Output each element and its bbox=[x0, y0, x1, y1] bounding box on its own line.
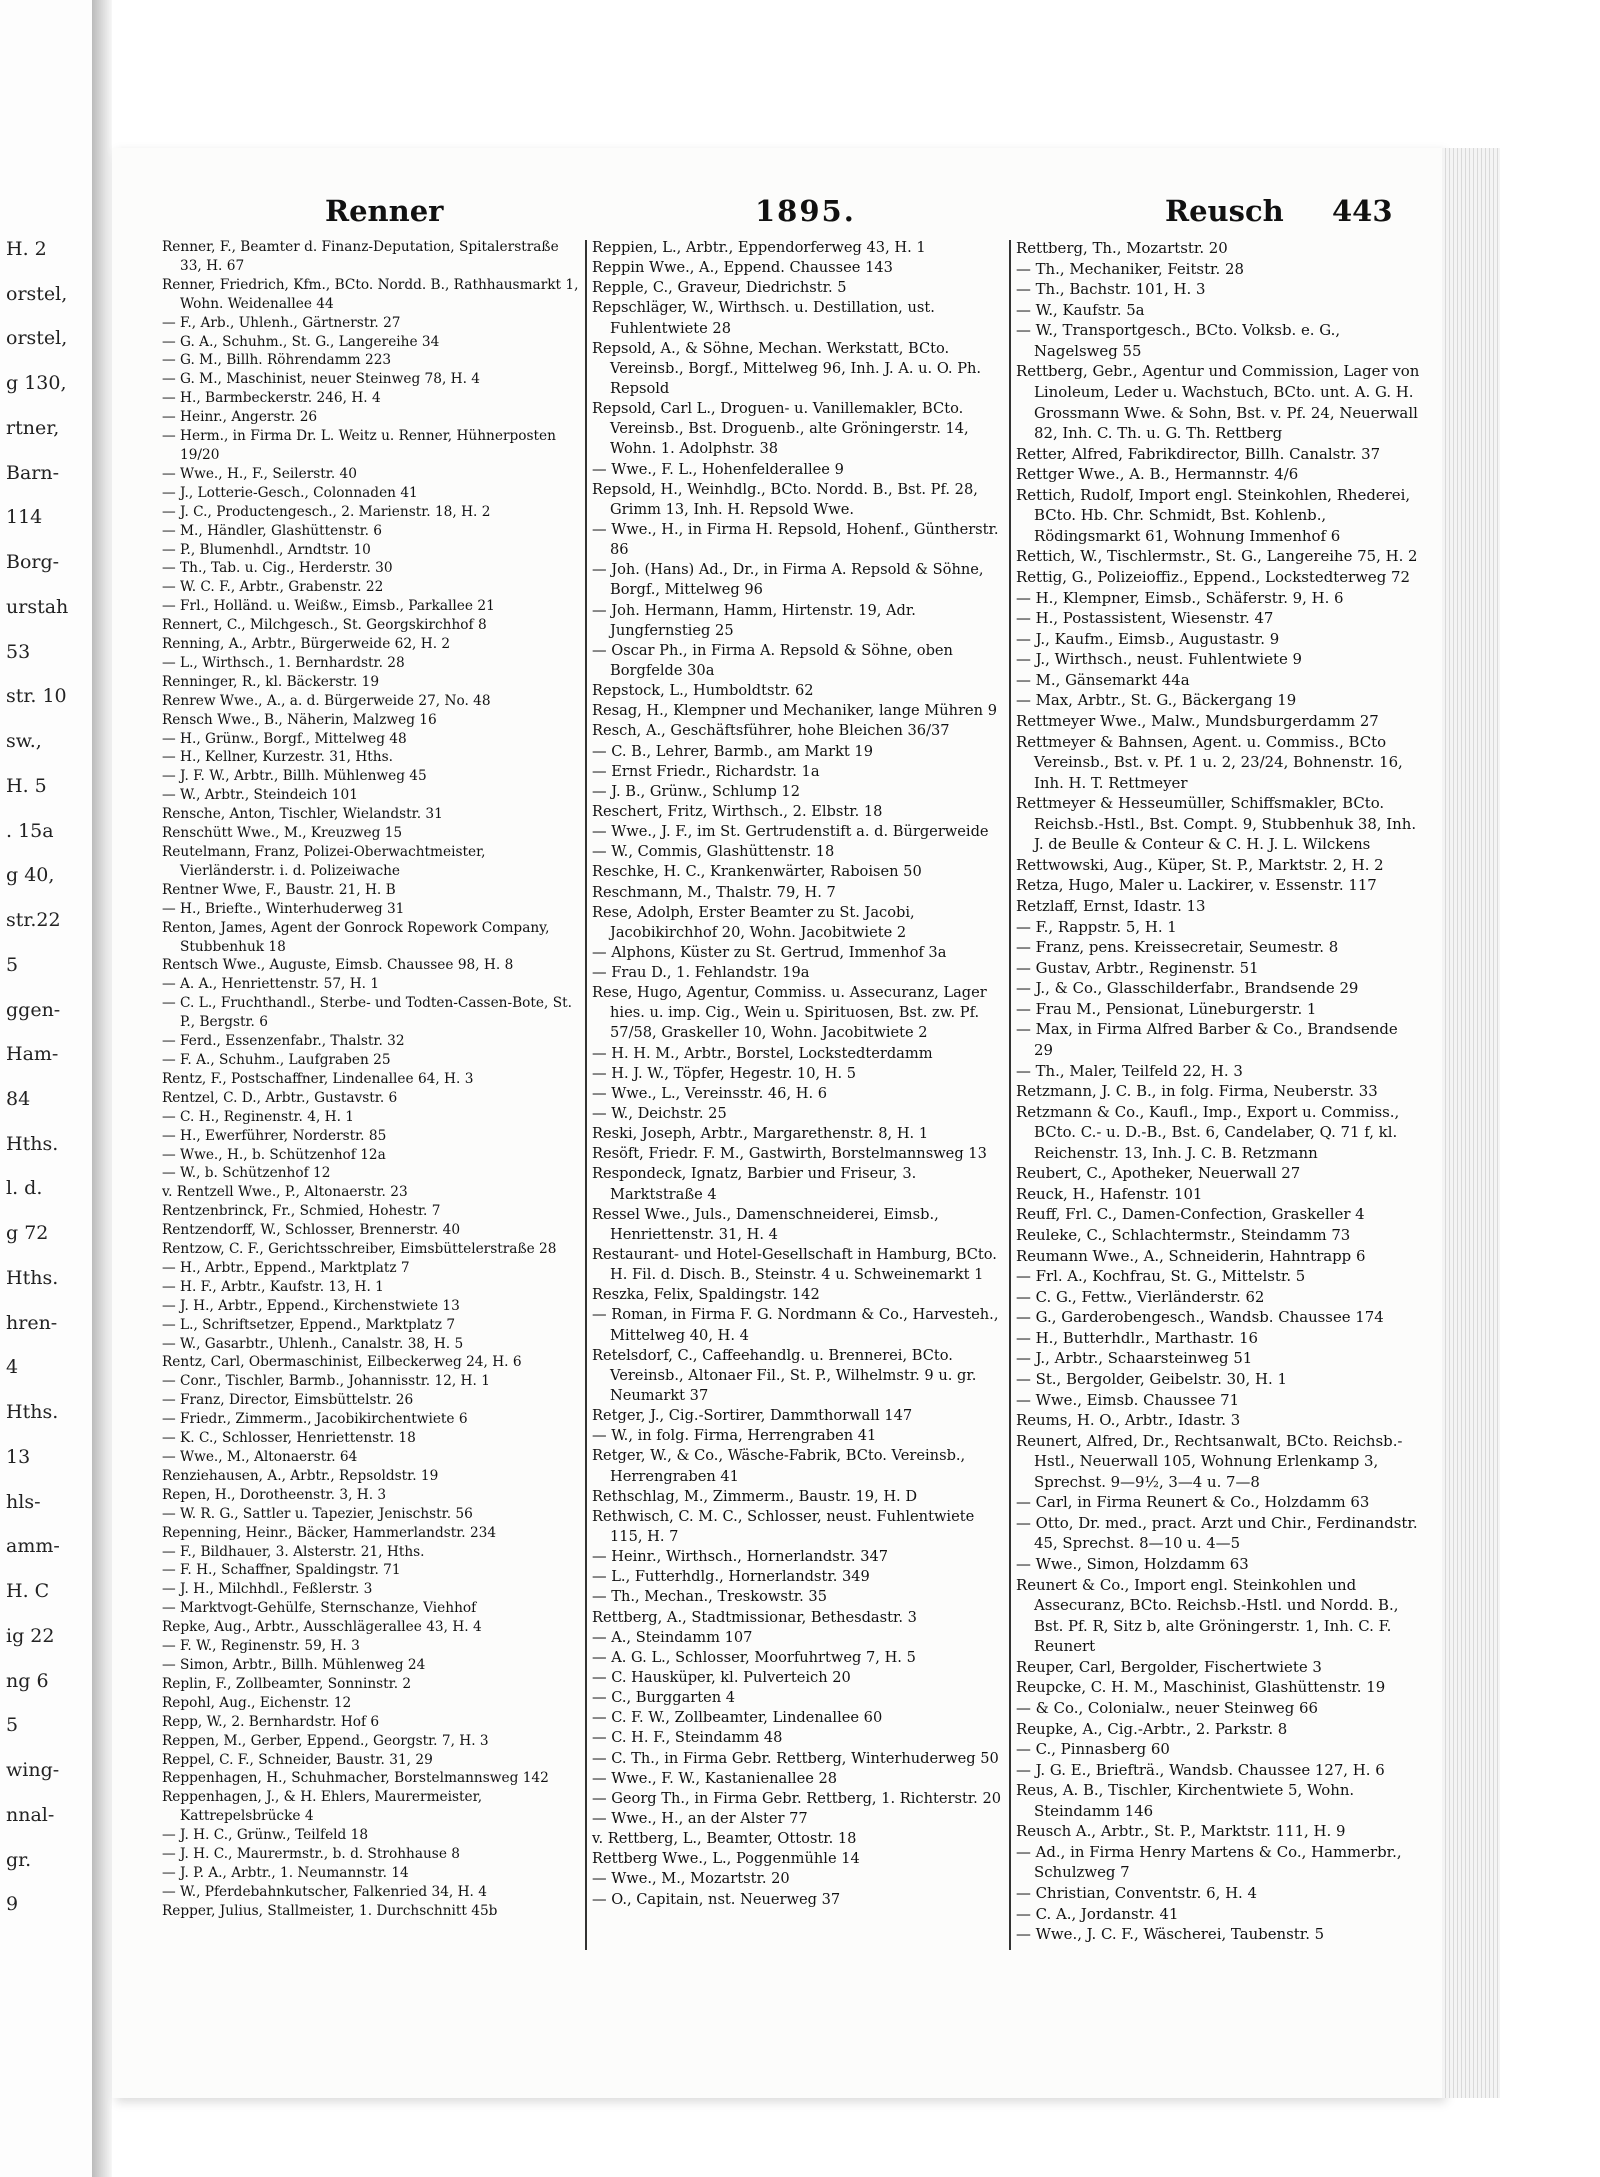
directory-entry: — Roman, in Firma F. G. Nordmann & Co., Harvesteh., Mittelweg 40, H. 4 bbox=[592, 1306, 999, 1344]
prev-page-fragment: g 72 bbox=[6, 1222, 49, 1245]
directory-entry: — W., b. Schützenhof 12 bbox=[162, 1165, 331, 1182]
directory-entry: — Wwe., H., F., Seilerstr. 40 bbox=[162, 465, 357, 482]
directory-entry: — Frl. A., Kochfrau, St. G., Mittelstr. 5 bbox=[1016, 1267, 1306, 1286]
directory-entry: Reschke, H. C., Krankenwärter, Raboisen 50 bbox=[592, 863, 922, 881]
column-rule-2 bbox=[1009, 240, 1011, 1950]
directory-entry: — G., Garderobengesch., Wandsb. Chaussee 174 bbox=[1016, 1308, 1384, 1327]
directory-entry: Rentz, Carl, Obermaschinist, Eilbeckerweg 24, H. 6 bbox=[162, 1354, 522, 1371]
directory-entry: — J. F. W., Arbtr., Billh. Mühlenweg 45 bbox=[162, 768, 427, 785]
directory-entry: Rensche, Anton, Tischler, Wielandstr. 31 bbox=[162, 806, 443, 823]
directory-entry: — Wwe., H., b. Schützenhof 12a bbox=[162, 1146, 386, 1163]
header-right-keyword: Reusch bbox=[1165, 194, 1284, 228]
directory-entry: — Wwe., H., an der Alster 77 bbox=[592, 1809, 808, 1827]
directory-entry: Rese, Hugo, Agentur, Commiss. u. Assecuranz, Lager hies. u. imp. Cig., Wein u. Spirituosen, Bst. zw. Pf. 57/58, Graskeller 10, Wohn. Jacobitwiete 2 bbox=[592, 984, 987, 1042]
directory-entry: — A. G. L., Schlosser, Moorfuhrtweg 7, H. 5 bbox=[592, 1648, 916, 1666]
directory-entry: — J. B., Grünw., Schlump 12 bbox=[592, 782, 801, 800]
directory-entry: — Otto, Dr. med., pract. Arzt und Chir., Ferdinandstr. 45, Sprechst. 8—10 u. 4—5 bbox=[1016, 1513, 1418, 1553]
directory-entry: — C. B., Lehrer, Barmb., am Markt 19 bbox=[592, 742, 874, 760]
directory-entry: Resag, H., Klempner und Mechaniker, lange Mühren 9 bbox=[592, 702, 998, 720]
prev-page-fragment: sw., bbox=[6, 730, 42, 753]
directory-entry: Reuleke, C., Schlachtermstr., Steindamm 73 bbox=[1016, 1226, 1351, 1244]
directory-entry: — & Co., Colonialw., neuer Steinweg 66 bbox=[1016, 1698, 1318, 1717]
directory-entry: Reusch A., Arbtr., St. P., Marktstr. 111, H. 9 bbox=[1016, 1822, 1346, 1841]
directory-entry: Retger, W., & Co., Wäsche-Fabrik, BCto. Vereinsb., Herrengraben 41 bbox=[592, 1447, 966, 1485]
directory-entry: — H., Barmbeckerstr. 246, H. 4 bbox=[162, 390, 381, 407]
directory-entry: — Christian, Conventstr. 6, H. 4 bbox=[1016, 1884, 1257, 1902]
directory-entry: — J., Wirthsch., neust. Fuhlentwiete 9 bbox=[1016, 650, 1302, 669]
prev-page-fragment: 13 bbox=[6, 1445, 31, 1468]
directory-entry: Reuff, Frl. C., Damen-Confection, Graskeller 4 bbox=[1016, 1205, 1365, 1224]
prev-page-fragment: ggen- bbox=[6, 998, 61, 1021]
directory-entry: Rennert, C., Milchgesch., St. Georgskirchhof 8 bbox=[162, 617, 487, 634]
directory-entry: Rentner Wwe, F., Baustr. 21, H. B bbox=[162, 881, 396, 898]
directory-entry: Rensch Wwe., B., Näherin, Malzweg 16 bbox=[162, 711, 437, 728]
prev-page-fragment: orstel, bbox=[6, 282, 68, 305]
directory-entry: — Simon, Arbtr., Billh. Mühlenweg 24 bbox=[162, 1656, 426, 1673]
directory-entry: — Th., Mechan., Treskowstr. 35 bbox=[592, 1588, 827, 1606]
directory-entry: — Th., Bachstr. 101, H. 3 bbox=[1016, 280, 1206, 299]
directory-entry: — W. R. G., Sattler u. Tapezier, Jenischstr. 56 bbox=[162, 1505, 473, 1522]
directory-entry: — Georg Th., in Firma Gebr. Rettberg, 1. Richterstr. 20 bbox=[592, 1789, 1002, 1807]
directory-entry: Renninger, R., kl. Bäckerstr. 19 bbox=[162, 673, 380, 690]
prev-page-fragment: 114 bbox=[6, 506, 43, 529]
directory-entry: — Frl., Holländ. u. Weißw., Eimsb., Parkallee 21 bbox=[162, 598, 495, 615]
directory-entry: Repke, Aug., Arbtr., Ausschlägerallee 43, H. 4 bbox=[162, 1619, 482, 1636]
directory-entry: Reunert & Co., Import engl. Steinkohlen und Assecuranz, BCto. Reichsb.-Hstl. und Nordd. B., Bst. Pf. R, Sitz b, alte Gröningerstr. 1, Inh. C. F. Reunert bbox=[1016, 1575, 1399, 1656]
directory-entry: Rettmeyer Wwe., Malw., Mundsburgerdamm 27 bbox=[1016, 711, 1379, 730]
directory-entry: Reums, H. O., Arbtr., Idastr. 3 bbox=[1016, 1411, 1241, 1430]
column-rule-1 bbox=[585, 240, 587, 1950]
directory-entry: Rettberg, A., Stadtmissionar, Bethesdastr. 3 bbox=[592, 1608, 917, 1626]
directory-entry: — C. F. W., Zollbeamter, Lindenallee 60 bbox=[592, 1709, 883, 1727]
directory-entry: — K. C., Schlosser, Henriettenstr. 18 bbox=[162, 1430, 416, 1447]
directory-entry: — Max, in Firma Alfred Barber & Co., Brandsende 29 bbox=[1016, 1020, 1398, 1059]
directory-entry: — W., Transportgesch., BCto. Volksb. e. G., Nagelsweg 55 bbox=[1016, 321, 1341, 360]
directory-entry: — J. G. E., Briefträ., Wandsb. Chaussee 127, H. 6 bbox=[1016, 1760, 1385, 1779]
directory-entry: Reuper, Carl, Bergolder, Fischertwiete 3 bbox=[1016, 1657, 1322, 1676]
directory-entry: Repple, C., Graveur, Diedrichstr. 5 bbox=[592, 279, 847, 297]
directory-entry: — Frau M., Pensionat, Lüneburgerstr. 1 bbox=[1016, 999, 1317, 1018]
directory-entry: — Wwe., F. W., Kastanienallee 28 bbox=[592, 1769, 838, 1787]
directory-entry: Repsold, H., Weinhdlg., BCto. Nordd. B., Bst. Pf. 28, Grimm 13, Inh. H. Repsold Wwe. bbox=[592, 480, 978, 518]
directory-entry: Reppenhagen, H., Schuhmacher, Borstelmannsweg 142 bbox=[162, 1770, 549, 1787]
prev-page-fragment: str. 10 bbox=[6, 685, 67, 708]
directory-entry: — O., Capitain, nst. Neuerweg 37 bbox=[592, 1890, 841, 1908]
prev-page-fragment: g 40, bbox=[6, 864, 55, 887]
directory-entry: — Conr., Tischler, Barmb., Johannisstr. 12, H. 1 bbox=[162, 1373, 490, 1390]
directory-entry: — W., Kaufstr. 5a bbox=[1016, 300, 1145, 319]
directory-entry: Rettberg, Th., Mozartstr. 20 bbox=[1016, 239, 1228, 257]
directory-entry: — J. H. C., Maurermstr., b. d. Strohhause 8 bbox=[162, 1846, 460, 1863]
directory-entry: — M., Gänsemarkt 44a bbox=[1016, 670, 1190, 689]
directory-entry: — Wwe., Simon, Holzdamm 63 bbox=[1016, 1555, 1249, 1573]
directory-entry: Restaurant- und Hotel-Gesellschaft in Hamburg, BCto. H. Fil. d. Disch. B., Steinstr. 4 u. Schweinemarkt 1 bbox=[592, 1246, 997, 1284]
directory-entry: — W., Deichstr. 25 bbox=[592, 1105, 727, 1123]
directory-entry: — Oscar Ph., in Firma A. Repsold & Söhne, oben Borgfelde 30a bbox=[592, 641, 953, 679]
directory-entry: — Friedr., Zimmerm., Jacobikirchentwiete 6 bbox=[162, 1411, 468, 1428]
directory-entry: Rettig, G., Polizeioffiz., Eppend., Lockstedterweg 72 bbox=[1016, 568, 1410, 586]
prev-page-fragment: hren- bbox=[6, 1311, 58, 1334]
previous-page-strip bbox=[0, 0, 93, 2177]
directory-entry: — Wwe., J. F., im St. Gertrudenstift a. d. Bürgerweide bbox=[592, 823, 989, 841]
directory-entry: — C. H. F., Steindamm 48 bbox=[592, 1729, 783, 1747]
directory-entry: Rethschlag, M., Zimmerm., Baustr. 19, H. D bbox=[592, 1487, 918, 1505]
page-number: 443 bbox=[1332, 194, 1393, 228]
prev-page-fragment: ng 6 bbox=[6, 1669, 49, 1692]
directory-entry: Rentz, F., Postschaffner, Lindenallee 64, H. 3 bbox=[162, 1070, 474, 1087]
prev-page-fragment: H. C bbox=[6, 1580, 50, 1603]
directory-entry: — Franz, pens. Kreissecretair, Seumestr. 8 bbox=[1016, 938, 1339, 957]
prev-page-fragment: H. 2 bbox=[6, 238, 47, 260]
directory-entry: Repstock, L., Humboldtstr. 62 bbox=[592, 682, 814, 700]
directory-entry: — F., Arb., Uhlenh., Gärtnerstr. 27 bbox=[162, 314, 401, 331]
prev-page-fragment: 5 bbox=[6, 953, 19, 976]
directory-entry: Repschläger, W., Wirthsch. u. Destillation, ust. Fuhlentwiete 28 bbox=[592, 299, 935, 337]
directory-entry: Resöft, Friedr. F. M., Gastwirth, Borstelmannsweg 13 bbox=[592, 1145, 987, 1163]
directory-entry: Ressel Wwe., Juls., Damenschneiderei, Eimsb., Henriettenstr. 31, H. 4 bbox=[592, 1205, 939, 1243]
directory-entry: Reubert, C., Apotheker, Neuerwall 27 bbox=[1016, 1164, 1301, 1183]
directory-entry: Renner, F., Beamter d. Finanz-Deputation, Spitalerstraße 33, H. 67 bbox=[162, 239, 559, 274]
prev-page-fragment: hls- bbox=[6, 1490, 41, 1513]
directory-entry: Rettwowski, Aug., Küper, St. P., Marktstr. 2, H. 2 bbox=[1016, 855, 1384, 874]
directory-entry: Rettmeyer & Bahnsen, Agent. u. Commiss., BCto Vereinsb., Bst. v. Pf. 1 u. 2, 23/24, Bohnenstr. 16, Inh. H. T. Rettmeyer bbox=[1016, 732, 1403, 792]
directory-entry: — Th., Maler, Teilfeld 22, H. 3 bbox=[1016, 1061, 1243, 1080]
directory-entry: Reppen, M., Gerber, Eppend., Georgstr. 7, H. 3 bbox=[162, 1732, 489, 1749]
prev-page-fragment: orstel, bbox=[6, 327, 68, 350]
directory-entry: — H., Grünw., Borgf., Mittelweg 48 bbox=[162, 730, 407, 747]
directory-entry: — H., Postassistent, Wiesenstr. 47 bbox=[1016, 609, 1274, 628]
directory-entry: — C. H., Reginenstr. 4, H. 1 bbox=[162, 1108, 355, 1125]
directory-entry: Reuck, H., Hafenstr. 101 bbox=[1016, 1184, 1203, 1203]
directory-entry: — Wwe., F. L., Hohenfelderallee 9 bbox=[592, 460, 844, 478]
directory-entry: Repohl, Aug., Eichenstr. 12 bbox=[162, 1694, 352, 1711]
prev-page-fragment: ig 22 bbox=[6, 1624, 55, 1647]
directory-entry: — W., Commis, Glashüttenstr. 18 bbox=[592, 843, 835, 861]
directory-entry: Rettberg, Gebr., Agentur und Commission, Lager von Linoleum, Leder u. Wachstuch, BCto. unt. A. G. H. Grossmann Wwe. & Sohn, Bst. v. Pf. 24, Neuerwall 82, Inh. C. Th. u. G. Th. Rettberg bbox=[1016, 362, 1420, 443]
directory-entry: — G. A., Schuhm., St. G., Langereihe 34 bbox=[162, 333, 440, 350]
prev-page-fragment: urstah bbox=[6, 595, 69, 618]
directory-entry: — Ad., in Firma Henry Martens & Co., Hammerbr., Schulzweg 7 bbox=[1016, 1842, 1402, 1882]
directory-entry: Resch, A., Geschäftsführer, hohe Bleichen 36/37 bbox=[592, 722, 950, 740]
directory-entry: Rentzow, C. F., Gerichtsschreiber, Eimsbüttelerstraße 28 bbox=[162, 1241, 557, 1258]
directory-entry: Retzlaff, Ernst, Idastr. 13 bbox=[1016, 897, 1206, 915]
directory-entry: — J., & Co., Glasschilderfabr., Brandsende 29 bbox=[1016, 979, 1359, 998]
directory-entry: Retzmann, J. C. B., in folg. Firma, Neuberstr. 33 bbox=[1016, 1082, 1378, 1101]
directory-entry: — C., Pinnasberg 60 bbox=[1016, 1740, 1170, 1759]
prev-page-fragment: Borg- bbox=[6, 551, 60, 574]
column-2 bbox=[592, 238, 1004, 1910]
directory-entry: — Frau D., 1. Fehlandstr. 19a bbox=[592, 964, 810, 982]
directory-entry: Repsold, A., & Söhne, Mechan. Werkstatt, BCto. Vereinsb., Borgf., Mittelweg 96, Inh. J. A. u. O. Ph. Repsold bbox=[592, 339, 982, 397]
directory-entry: — Wwe., M., Mozartstr. 20 bbox=[592, 1870, 790, 1888]
prev-page-fragment: amm- bbox=[6, 1535, 60, 1558]
binding-gutter bbox=[92, 0, 112, 2177]
directory-entry: Rese, Adolph, Erster Beamter zu St. Jacobi, Jacobikirchhof 20, Wohn. Jacobitwiete 2 bbox=[592, 903, 915, 941]
prev-page-fragment: str.22 bbox=[6, 909, 61, 932]
directory-entry: Reus, A. B., Tischler, Kirchentwiete 5, Wohn. Steindamm 146 bbox=[1016, 1781, 1355, 1820]
directory-entry: Rettich, Rudolf, Import engl. Steinkohlen, Rhederei, BCto. Hb. Chr. Schmidt, Bst. Kohlenb., Rödingsmarkt 61, Wohnung Immenhof 6 bbox=[1016, 485, 1411, 545]
directory-entry: — C. A., Jordanstr. 41 bbox=[1016, 1904, 1179, 1923]
directory-entry: — F. W., Reginenstr. 59, H. 3 bbox=[162, 1638, 360, 1655]
directory-entry: — Heinr., Angerstr. 26 bbox=[162, 409, 318, 426]
directory-entry: — Heinr., Wirthsch., Hornerlandstr. 347 bbox=[592, 1548, 889, 1566]
directory-entry: — L., Schriftsetzer, Eppend., Marktplatz 7 bbox=[162, 1316, 456, 1333]
header-left-keyword: Renner bbox=[325, 194, 444, 228]
directory-entry: Reunert, Alfred, Dr., Rechtsanwalt, BCto. Reichsb.-Hstl., Neuerwall 105, Wohnung Erlenkamp 3, Sprechst. 9—9½, 3—4 u. 7—8 bbox=[1016, 1431, 1403, 1491]
prev-page-fragment: 5 bbox=[6, 1714, 19, 1737]
prev-page-fragment: 53 bbox=[6, 640, 31, 663]
prev-page-fragment: 9 bbox=[6, 1893, 19, 1916]
prev-page-fragment: l. d. bbox=[6, 1177, 43, 1200]
directory-entry: — Joh. Hermann, Hamm, Hirtenstr. 19, Adr. Jungfernstieg 25 bbox=[592, 601, 916, 639]
directory-entry: Repsold, Carl L., Droguen- u. Vanillemakler, BCto. Vereinsb., Bst. Droguenb., alte Gröningerstr. 14, Wohn. 1. Adolphstr. 38 bbox=[592, 400, 969, 458]
directory-entry: — G. M., Billh. Röhrendamm 223 bbox=[162, 352, 392, 369]
directory-entry: — C. L., Fruchthandl., Sterbe- und Todten-Cassen-Bote, St. P., Bergstr. 6 bbox=[162, 995, 572, 1031]
directory-entry: — St., Bergolder, Geibelstr. 30, H. 1 bbox=[1016, 1369, 1287, 1388]
directory-entry: Renziehausen, A., Arbtr., Repsoldstr. 19 bbox=[162, 1467, 439, 1484]
directory-entry: Reupke, A., Cig.-Arbtr., 2. Parkstr. 8 bbox=[1016, 1719, 1288, 1738]
directory-entry: Reschert, Fritz, Wirthsch., 2. Elbstr. 18 bbox=[592, 802, 883, 820]
directory-entry: — G. M., Maschinist, neuer Steinweg 78, H. 4 bbox=[162, 371, 481, 388]
directory-entry: — Gustav, Arbtr., Reginenstr. 51 bbox=[1016, 958, 1259, 977]
directory-entry: Respondeck, Ignatz, Barbier und Friseur, 3. Marktstraße 4 bbox=[592, 1165, 917, 1203]
directory-entry: — H., Kellner, Kurzestr. 31, Hths. bbox=[162, 749, 393, 766]
directory-entry: — Th., Tab. u. Cig., Herderstr. 30 bbox=[162, 560, 393, 577]
directory-entry: Reppel, C. F., Schneider, Baustr. 31, 29 bbox=[162, 1751, 433, 1768]
directory-entry: Rettmeyer & Hesseumüller, Schiffsmakler, BCto. Reichsb.-Hstl., Bst. Compt. 9, Stubbenhuk 38, Inh. J. de Beulle & Conteur & C. H. J. L. Wilckens bbox=[1016, 794, 1417, 854]
prev-page-fragment: Ham- bbox=[6, 1043, 59, 1066]
directory-entry: — H. F., Arbtr., Kaufstr. 13, H. 1 bbox=[162, 1278, 384, 1295]
directory-entry: Retger, J., Cig.-Sortirer, Dammthorwall 147 bbox=[592, 1407, 913, 1425]
directory-entry: — C. Hausküper, kl. Pulverteich 20 bbox=[592, 1668, 851, 1686]
directory-entry: Reski, Joseph, Arbtr., Margarethenstr. 8, H. 1 bbox=[592, 1125, 929, 1143]
prev-page-fragment: g 130, bbox=[6, 372, 67, 395]
directory-entry: — Marktvogt-Gehülfe, Sternschanze, Viehhof bbox=[162, 1600, 477, 1617]
column-1 bbox=[162, 238, 580, 1921]
header-year: 1895. bbox=[755, 194, 856, 228]
directory-entry: — J., Lotterie-Gesch., Colonnaden 41 bbox=[162, 484, 418, 501]
directory-entry: — H. J. W., Töpfer, Hegestr. 10, H. 5 bbox=[592, 1064, 857, 1082]
prev-page-fragment: 4 bbox=[6, 1356, 19, 1379]
directory-entry: — J. H., Arbtr., Eppend., Kirchenstwiete 13 bbox=[162, 1297, 460, 1314]
directory-entry: — L., Futterhdlg., Hornerlandstr. 349 bbox=[592, 1568, 870, 1586]
directory-entry: — J., Arbtr., Schaarsteinweg 51 bbox=[1016, 1349, 1253, 1368]
directory-entry: — J. H. C., Grünw., Teilfeld 18 bbox=[162, 1827, 369, 1844]
directory-entry: v. Rettberg, L., Beamter, Ottostr. 18 bbox=[592, 1830, 857, 1848]
directory-entry: — Wwe., M., Altonaerstr. 64 bbox=[162, 1449, 358, 1465]
directory-entry: — H., Klempner, Eimsb., Schäferstr. 9, H. 6 bbox=[1016, 588, 1344, 607]
directory-entry: Rentzel, C. D., Arbtr., Gustavstr. 6 bbox=[162, 1089, 398, 1106]
directory-entry: Rettger Wwe., A. B., Hermannstr. 4/6 bbox=[1016, 465, 1299, 484]
prev-page-fragment: H. 5 bbox=[6, 774, 47, 797]
directory-entry: — Wwe., J. C. F., Wäscherei, Taubenstr. 5 bbox=[1016, 1925, 1325, 1944]
directory-entry: — Carl, in Firma Reunert & Co., Holzdamm 63 bbox=[1016, 1493, 1370, 1512]
page-edge bbox=[1442, 148, 1500, 2098]
directory-entry: — Franz, Director, Eimsbüttelstr. 26 bbox=[162, 1392, 414, 1409]
running-header bbox=[150, 194, 1393, 238]
directory-entry: Rethwisch, C. M. C., Schlosser, neust. Fuhlentwiete 115, H. 7 bbox=[592, 1507, 975, 1545]
directory-entry: Reupcke, C. H. M., Maschinist, Glashüttenstr. 19 bbox=[1016, 1678, 1386, 1697]
directory-entry: — Max, Arbtr., St. G., Bäckergang 19 bbox=[1016, 691, 1297, 710]
directory-entry: Repenning, Heinr., Bäcker, Hammerlandstr. 234 bbox=[162, 1524, 497, 1541]
directory-entry: — Wwe., Eimsb. Chaussee 71 bbox=[1016, 1390, 1240, 1409]
directory-entry: — A., Steindamm 107 bbox=[592, 1628, 753, 1646]
directory-entry: — W., Gasarbtr., Uhlenh., Canalstr. 38, H. 5 bbox=[162, 1335, 464, 1352]
directory-entry: Repper, Julius, Stallmeister, 1. Durchschnitt 45b bbox=[162, 1902, 498, 1919]
prev-page-fragment: wing- bbox=[6, 1759, 60, 1782]
directory-entry: — J. H., Milchhdl., Feßlerstr. 3 bbox=[162, 1581, 373, 1598]
prev-page-fragment: gr. bbox=[6, 1848, 32, 1871]
column-3 bbox=[1016, 238, 1420, 1945]
directory-entry: v. Rentzell Wwe., P., Altonaerstr. 23 bbox=[162, 1184, 408, 1201]
directory-entry: Renrew Wwe., A., a. d. Bürgerweide 27, No. 48 bbox=[162, 692, 491, 709]
directory-entry: — M., Händler, Glashüttenstr. 6 bbox=[162, 522, 383, 539]
directory-entry: Reutelmann, Franz, Polizei-Oberwachtmeister, Vierländerstr. i. d. Polizeiwache bbox=[162, 844, 486, 879]
directory-entry: Renner, Friedrich, Kfm., BCto. Nordd. B., Rathhausmarkt 1, Wohn. Weidenallee 44 bbox=[162, 276, 579, 312]
directory-entry: — W., in folg. Firma, Herrengraben 41 bbox=[592, 1427, 877, 1445]
directory-entry: Reschmann, M., Thalstr. 79, H. 7 bbox=[592, 883, 836, 901]
directory-entry: — W. C. F., Arbtr., Grabenstr. 22 bbox=[162, 579, 384, 596]
prev-page-fragment: nnal- bbox=[6, 1803, 55, 1826]
directory-entry: — Wwe., H., in Firma H. Repsold, Hohenf., Güntherstr. 86 bbox=[592, 520, 999, 559]
prev-page-fragment: Hths. bbox=[6, 1401, 59, 1424]
directory-entry: — F., Bildhauer, 3. Alsterstr. 21, Hths. bbox=[162, 1543, 425, 1560]
directory-entry: Retter, Alfred, Fabrikdirector, Billh. Canalstr. 37 bbox=[1016, 444, 1381, 463]
directory-entry: Reppien, L., Arbtr., Eppendorferweg 43, H. 1 bbox=[592, 239, 926, 256]
directory-entry: Rentsch Wwe., Auguste, Eimsb. Chaussee 98, H. 8 bbox=[162, 957, 514, 974]
directory-entry: — W., Pferdebahnkutscher, Falkenried 34, H. 4 bbox=[162, 1883, 487, 1900]
prev-page-fragment: Hths. bbox=[6, 1132, 59, 1155]
directory-entry: Renning, A., Arbtr., Bürgerweide 62, H. 2 bbox=[162, 636, 451, 653]
directory-entry: — A. A., Henriettenstr. 57, H. 1 bbox=[162, 976, 380, 993]
directory-entry: — C. Th., in Firma Gebr. Rettberg, Winterhuderweg 50 bbox=[592, 1749, 999, 1767]
directory-entry: Rettberg Wwe., L., Poggenmühle 14 bbox=[592, 1850, 860, 1868]
prev-page-fragment: Hths. bbox=[6, 1266, 59, 1289]
directory-entry: Retza, Hugo, Maler u. Lackirer, v. Essenstr. 117 bbox=[1016, 876, 1377, 895]
directory-entry: — F. H., Schaffner, Spaldingstr. 71 bbox=[162, 1562, 401, 1579]
directory-entry: — Ernst Friedr., Richardstr. 1a bbox=[592, 762, 820, 780]
directory-entry: — Joh. (Hans) Ad., Dr., in Firma A. Repsold & Söhne, Borgf., Mittelweg 96 bbox=[592, 561, 984, 599]
directory-entry: — H. H. M., Arbtr., Borstel, Lockstedterdamm bbox=[592, 1044, 933, 1062]
directory-entry: — W., Arbtr., Steindeich 101 bbox=[162, 787, 358, 804]
directory-entry: — Th., Mechaniker, Feitstr. 28 bbox=[1016, 259, 1244, 278]
directory-entry: — H., Butterhdlr., Marthastr. 16 bbox=[1016, 1328, 1259, 1347]
directory-entry: Repen, H., Dorotheenstr. 3, H. 3 bbox=[162, 1486, 387, 1503]
directory-entry: Renton, James, Agent der Gonrock Ropework Company, Stubbenhuk 18 bbox=[162, 919, 550, 955]
directory-entry: Reumann Wwe., A., Schneiderin, Hahntrapp 6 bbox=[1016, 1246, 1366, 1265]
directory-entry: — Wwe., L., Vereinsstr. 46, H. 6 bbox=[592, 1084, 828, 1102]
directory-entry: — J. C., Productengesch., 2. Marienstr. 18, H. 2 bbox=[162, 503, 491, 520]
directory-entry: Replin, F., Zollbeamter, Sonninstr. 2 bbox=[162, 1675, 412, 1692]
prev-page-fragment: . 15a bbox=[6, 819, 54, 842]
directory-entry: Repp, W., 2. Bernhardstr. Hof 6 bbox=[162, 1713, 380, 1730]
prev-page-fragment: Barn- bbox=[6, 461, 60, 484]
directory-entry: — L., Wirthsch., 1. Bernhardstr. 28 bbox=[162, 654, 405, 671]
prev-page-fragment: 84 bbox=[6, 1088, 31, 1110]
directory-entry: — H., Briefte., Winterhuderweg 31 bbox=[162, 900, 405, 917]
directory-entry: Retzmann & Co., Kaufl., Imp., Export u. Commiss., BCto. C.- u. D.-B., Bst. 6, Candelaber, Q. 71 f, kl. Reichenstr. 13, Inh. J. C. B. Retzmann bbox=[1016, 1102, 1400, 1162]
directory-entry: — H., Ewerführer, Norderstr. 85 bbox=[162, 1127, 387, 1144]
directory-entry: Reszka, Felix, Spaldingstr. 142 bbox=[592, 1286, 820, 1304]
directory-entry: Rettich, W., Tischlermstr., St. G., Langereihe 75, H. 2 bbox=[1016, 547, 1418, 566]
directory-entry: Reppenhagen, J., & H. Ehlers, Maurermeister, Kattrepelsbrücke 4 bbox=[162, 1789, 483, 1825]
directory-entry: — C., Burggarten 4 bbox=[592, 1689, 736, 1707]
directory-entry: — H., Arbtr., Eppend., Marktplatz 7 bbox=[162, 1259, 410, 1276]
directory-entry: — F. A., Schuhm., Laufgraben 25 bbox=[162, 1051, 391, 1068]
directory-entry: Renschütt Wwe., M., Kreuzweg 15 bbox=[162, 825, 403, 842]
directory-entry: — Ferd., Essenzenfabr., Thalstr. 32 bbox=[162, 1033, 405, 1050]
directory-entry: Retelsdorf, C., Caffeehandlg. u. Brennerei, BCto. Vereinsb., Altonaer Fil., St. P., Wilhelmstr. 9 u. gr. Neumarkt 37 bbox=[592, 1346, 977, 1405]
directory-entry: — P., Blumenhdl., Arndtstr. 10 bbox=[162, 541, 371, 558]
directory-entry: — Alphons, Küster zu St. Gertrud, Immenhof 3a bbox=[592, 943, 947, 961]
directory-entry: — J. P. A., Arbtr., 1. Neumannstr. 14 bbox=[162, 1864, 409, 1881]
directory-entry: Reppin Wwe., A., Eppend. Chaussee 143 bbox=[592, 259, 893, 277]
directory-entry: — F., Rappstr. 5, H. 1 bbox=[1016, 917, 1177, 936]
directory-entry: — Herm., in Firma Dr. L. Weitz u. Renner, Hühnerposten 19/20 bbox=[162, 428, 556, 463]
directory-entry: Rentzendorff, W., Schlosser, Brennerstr. 40 bbox=[162, 1222, 461, 1239]
directory-entry: Rentzenbrinck, Fr., Schmied, Hohestr. 7 bbox=[162, 1203, 441, 1220]
directory-entry: — J., Kaufm., Eimsb., Augustastr. 9 bbox=[1016, 629, 1280, 648]
directory-entry: — C. G., Fettw., Vierländerstr. 62 bbox=[1016, 1287, 1265, 1306]
prev-page-fragment: rtner, bbox=[6, 416, 60, 439]
